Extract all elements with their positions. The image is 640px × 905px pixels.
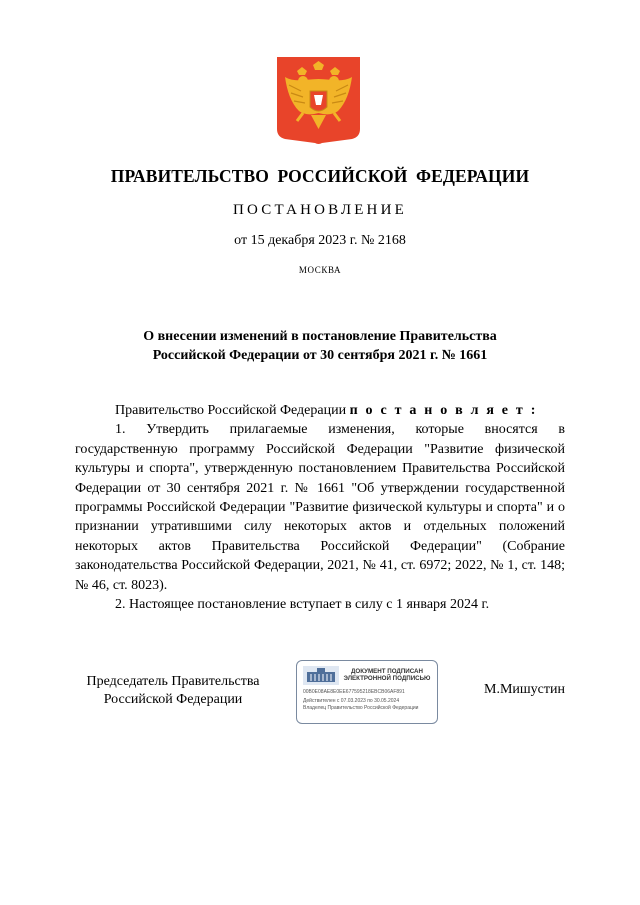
stamp-title [339, 668, 435, 682]
signatory-name: М.Мишустин [484, 682, 565, 697]
signatory-position-line-2: Российской Федерации [103, 692, 243, 707]
decree-intro [75, 401, 565, 420]
subject-line-1: О внесении изменений в постановление Правительства [143, 329, 497, 344]
signatory-position-line-1: Председатель Правительства [86, 674, 260, 689]
decree-item-2: 2. Настоящее постановление вступает в силу с 1 января 2024 г. [115, 597, 490, 613]
stamp-owner: Владелец Правительство Российской Федерации [303, 705, 419, 711]
decree-intro-text: Правительство Российской Федерации [115, 403, 347, 418]
subject-line-2: Российской Федерации от 30 сентября 2021 г. № 1661 [152, 348, 488, 363]
government-title: ПРАВИТЕЛЬСТВО РОССИЙСКОЙ ФЕДЕРАЦИИ [110, 166, 530, 186]
decree-word: п о с т а н о в л я е т : [349, 403, 538, 418]
stamp-title-line-1: ДОКУМЕНТ ПОДПИСАН [351, 668, 423, 675]
stamp-validity: Действителен с 07.03.2023 по 30.05.2024 [303, 698, 400, 704]
document-type: ПОСТАНОВЛЕНИЕ [233, 202, 407, 218]
electronic-signature-stamp [296, 660, 438, 724]
document-date-number: от 15 декабря 2023 г. № 2168 [234, 233, 406, 248]
city-name: МОСКВА [298, 265, 342, 275]
government-building-icon [303, 666, 339, 685]
decree-item-1: 1. Утвердить прилагаемые изменения, которые вносятся в государственную программу Российской Федерации "Развитие физической культуры и спорта", утвержденную постановлением Правительства Российской Федерации от 30 сентября 2021 г. № 1661 "Об утверждении государственной программы Российской Федерации "Развитие физической культуры и спорта" и о признании утратившими силу некоторых актов и отдельных положений некоторых актов Правительства Российской Федерации" (Собрание законодательства Российской Федерации, 2021, № 41, ст. 6972; 2022, № 1, ст. 148; № 46, ст. 8023). [75, 422, 565, 593]
stamp-certificate-serial: 00B0E08AE8E0EE677595218EBCB06AF891 [303, 689, 405, 695]
stamp-title-line-2: ЭЛЕКТРОННОЙ ПОДПИСЬЮ [343, 675, 431, 682]
document-subject [0, 327, 640, 365]
decree-body [75, 401, 565, 614]
russian-coat-of-arms-icon [277, 57, 360, 145]
signatory-position [78, 673, 268, 709]
